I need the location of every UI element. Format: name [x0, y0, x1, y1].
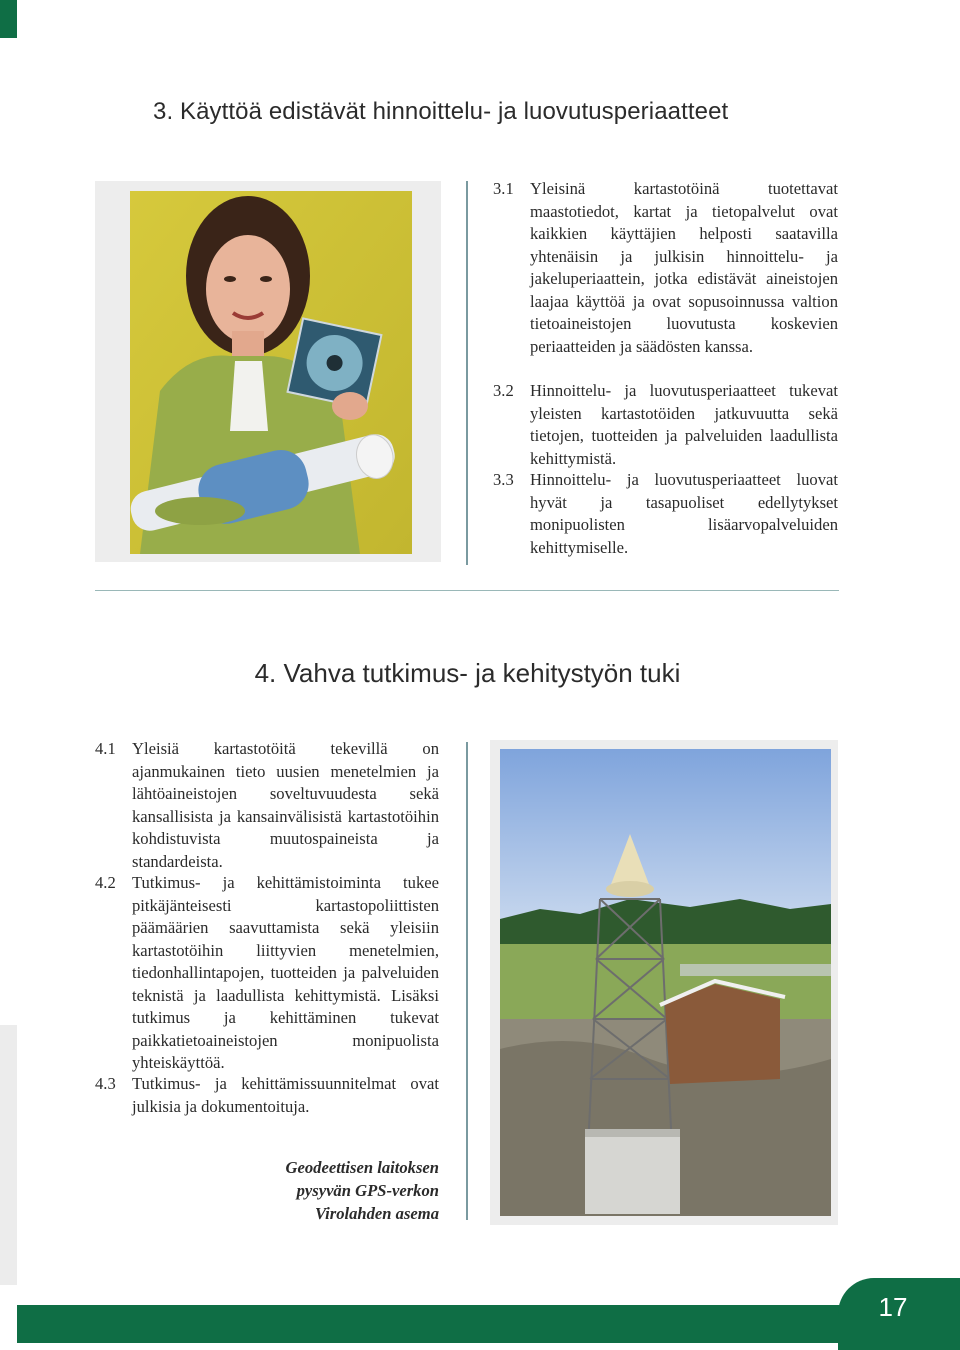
paragraph-4-3: [95, 1073, 439, 1118]
page-number: 17: [878, 1292, 908, 1322]
footer-bar: [17, 1305, 960, 1343]
item-number: 3.1: [493, 179, 514, 198]
item-number: 3.2: [493, 381, 514, 400]
paragraph-3-2: [493, 380, 838, 470]
section-4-heading: 4. Vahva tutkimus- ja kehitystyön tuki: [254, 658, 681, 688]
corner-mark: [0, 0, 17, 38]
item-text: Hinnoittelu- ja luovutusperiaatteet luovat hyvät ja tasapuoliset edellytykset monipuolisten lisäarvopalveluiden kehittymiselle.: [530, 470, 838, 557]
woman-with-maps-photo: [130, 191, 412, 554]
item-number: 4.2: [95, 873, 116, 892]
item-text: Tutkimus- ja kehittämissuunnitelmat ovat julkisia ja dokumentoituja.: [132, 1074, 439, 1116]
paragraph-3-1: [493, 178, 838, 358]
column-divider: [466, 742, 468, 1220]
item-text: Hinnoittelu- ja luovutusperiaatteet tukevat yleisten kartastotöiden jatkuvuutta sekä tietojen, tuotteiden ja palveluiden laadullista kehittymistä.: [530, 381, 838, 468]
paragraph-3-3: [493, 469, 838, 559]
paragraph-4-1: [95, 738, 439, 873]
item-number: 4.3: [95, 1074, 116, 1093]
margin-strip: [0, 1025, 17, 1285]
item-number: 4.1: [95, 739, 116, 758]
item-text: Tutkimus- ja kehittämistoiminta tukee pitkäjänteisesti kartastopoliittisten päämäärien saavuttamista sekä yleisiin kartastotöihin liittyvien menetelmien, tiedonhallintapojen, tuotteiden ja palveluiden teknistä ja laadullista kehittymistä. Lisäksi tutkimus ja kehittäminen tukevat paikkatietoaineistojen monipuolista yhteiskäyttöä.: [132, 873, 439, 1072]
item-number: 3.3: [493, 470, 514, 489]
item-text: Yleisiä kartastotöitä tekevillä on ajanmukainen tieto uusien menetelmien ja lähtöaineistojen soveltuvuudesta sekä kansallisista ja kansainvälisistä kartastotöihin kohdistuvista muutospaineista ja standardeista.: [132, 739, 439, 871]
gps-station-photo: [500, 749, 831, 1216]
section-3-heading: 3. Käyttöä edistävät hinnoittelu- ja luovutusperiaatteet: [153, 98, 729, 125]
caption-line: Virolahden asema: [314, 1204, 439, 1223]
section-separator: [95, 590, 839, 591]
photo-caption: [238, 1156, 439, 1225]
caption-line: Geodeettisen laitoksen: [285, 1158, 439, 1177]
paragraph-4-2: [95, 872, 439, 1075]
item-text: Yleisinä kartastotöinä tuotettavat maastotiedot, kartat ja tietopalvelut ovat kaikkien käyttäjien helposti saatavilla yhtenäisin ja julkisin hinnoittelu- ja jakeluperiaattein, jotka edistävät aineistojen laajaa käyttöä ja ovat sopusoinnussa valtion tietoaineistojen luovutusta koskevien periaatteiden ja säädösten kanssa.: [530, 179, 838, 356]
caption-line: pysyvän GPS-verkon: [296, 1181, 439, 1200]
column-divider: [466, 181, 468, 565]
